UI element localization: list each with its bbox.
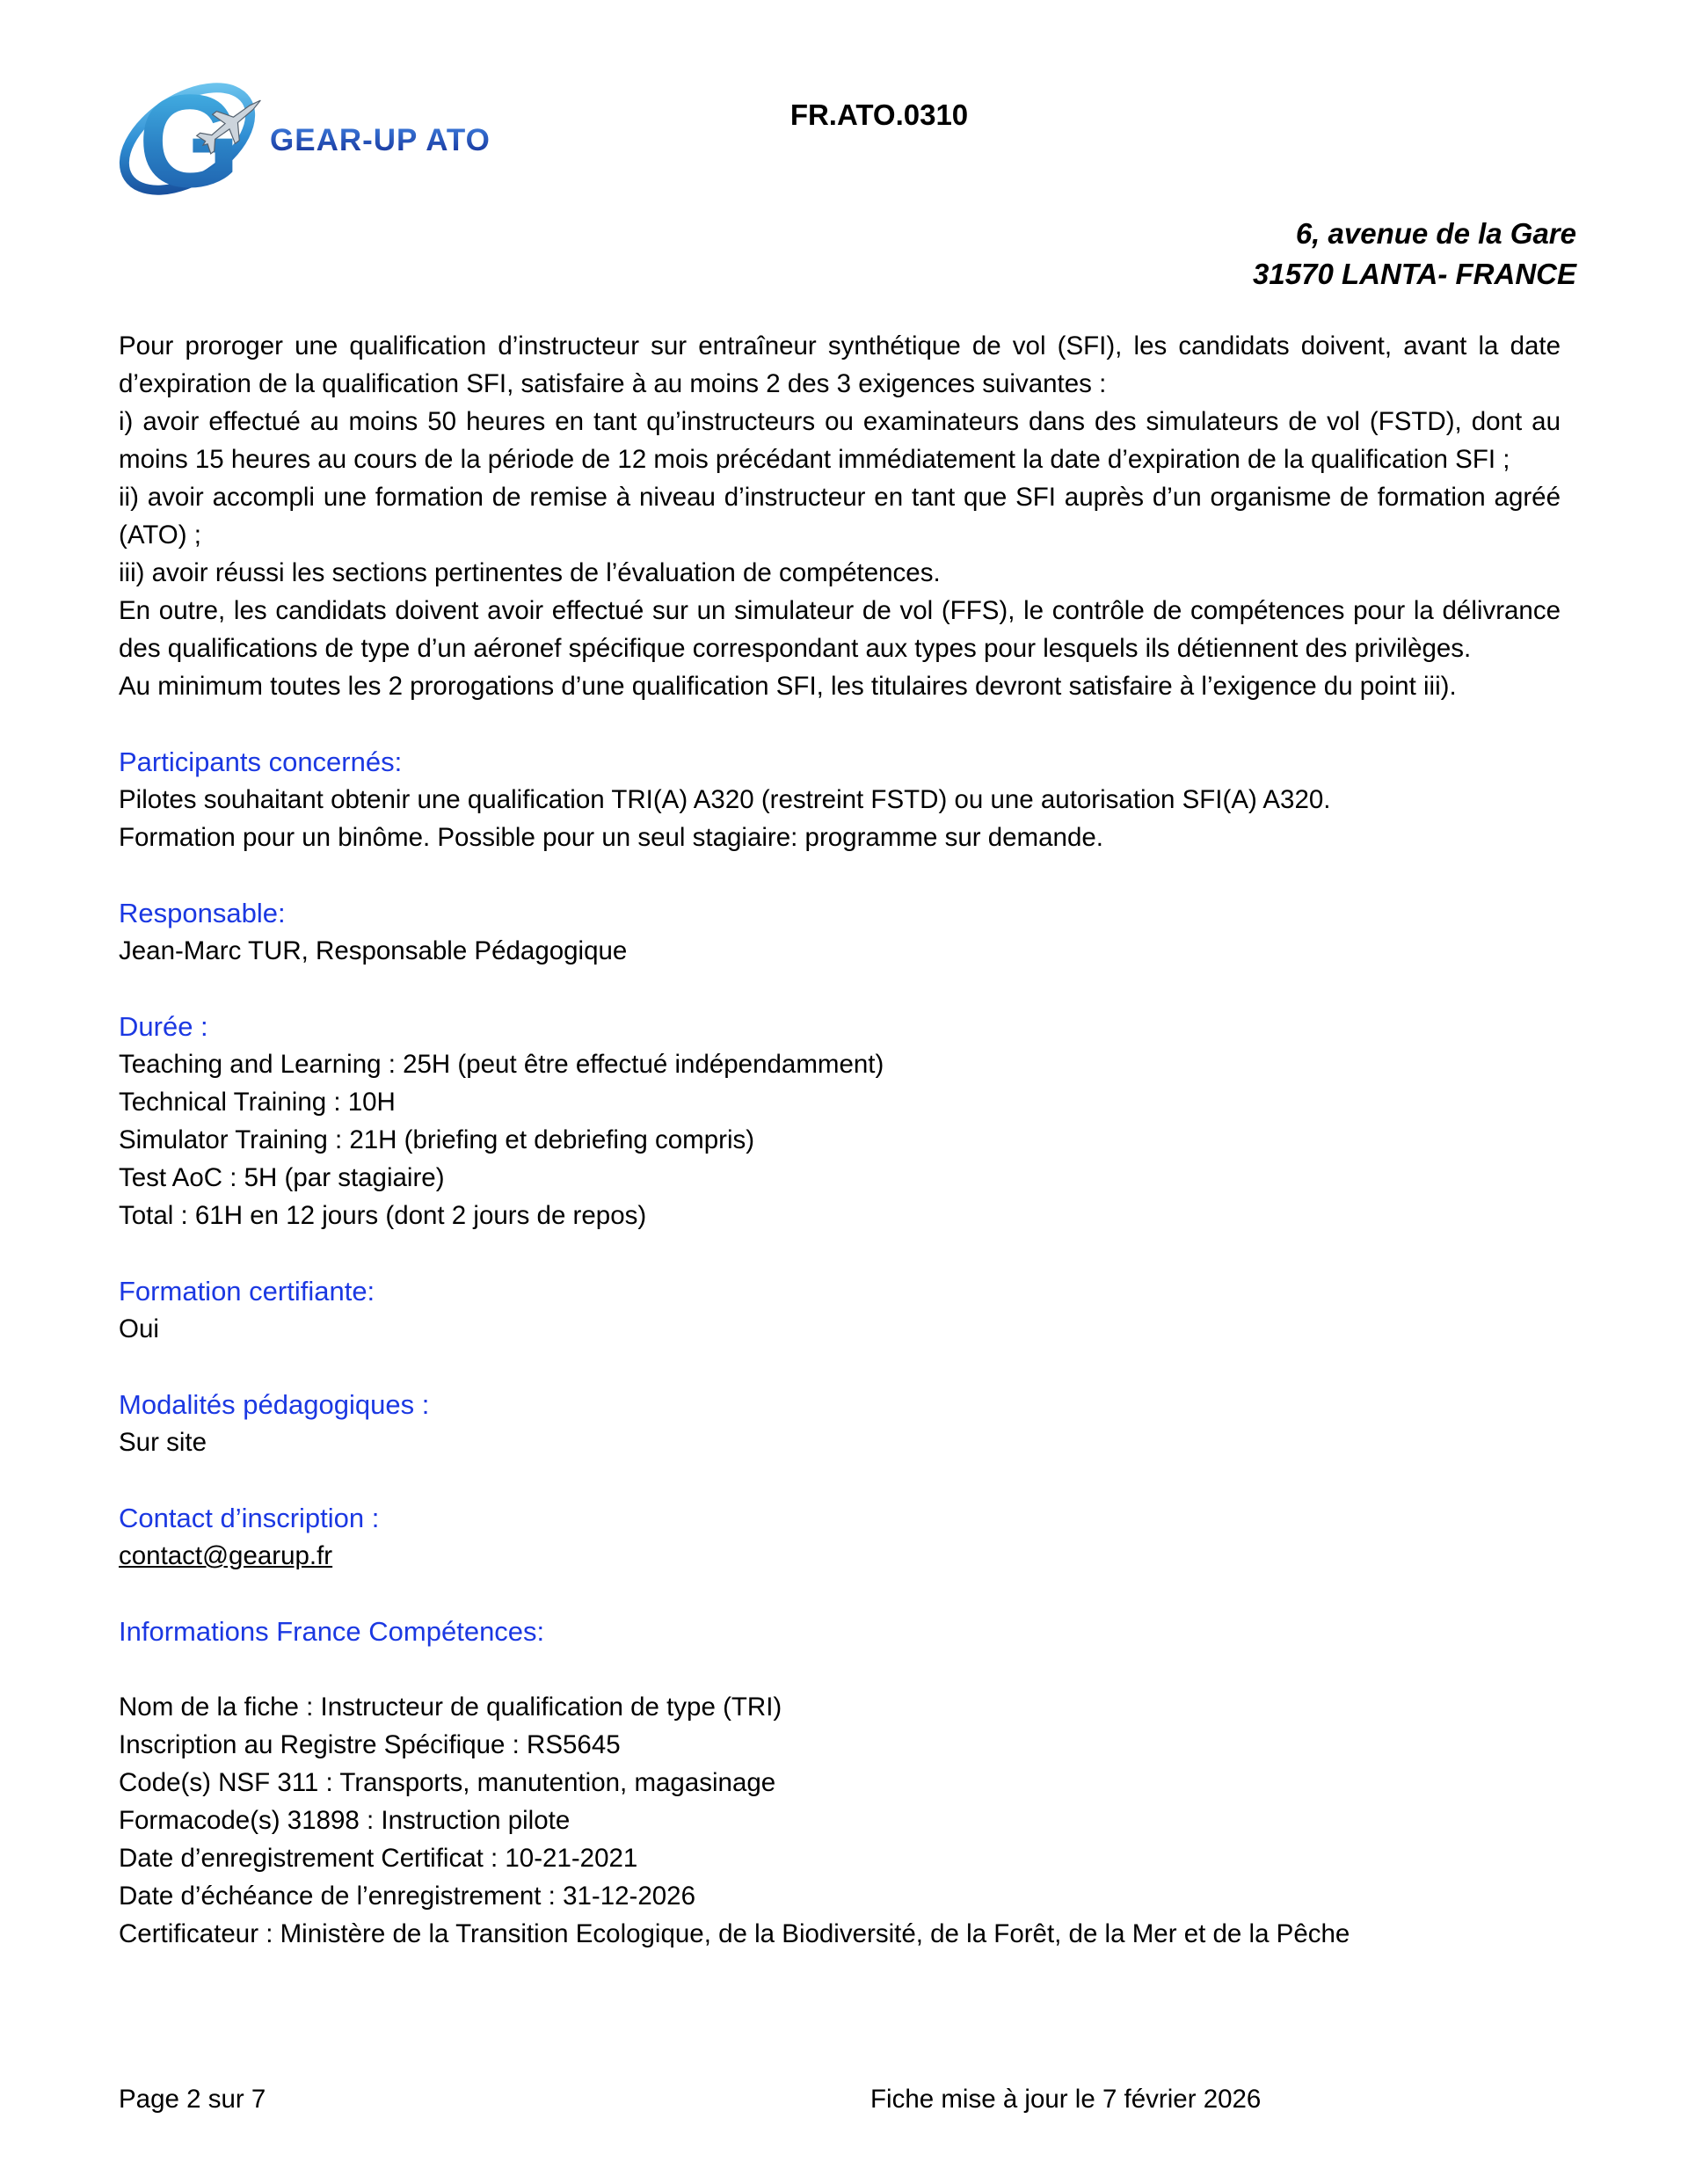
duree-total: Total : 61H en 12 jours (dont 2 jours de repos) [119, 1201, 647, 1230]
address-line-2: 31570 LANTA- FRANCE [1253, 258, 1576, 290]
intro-paragraph-minimum: Au minimum toutes les 2 prorogations d’une qualification SFI, les titulaires devront satisfaire à l’exigence du point iii). [119, 672, 1457, 701]
fiche-date-enregistrement: Date d’enregistrement Certificat : 10-21-2021 [119, 1844, 638, 1873]
duree-simulator-training: Simulator Training : 21H (briefing et debriefing compris) [119, 1125, 755, 1154]
address-line-1: 6, avenue de la Gare [1295, 217, 1576, 250]
participants-line: Formation pour un binôme. Possible pour un seul stagiaire: programme sur demande. [119, 823, 1103, 852]
participants-line: Pilotes souhaitant obtenir une qualification TRI(A) A320 (restreint FSTD) ou une autorisation SFI(A) A320. [119, 785, 1331, 814]
section-heading-modalites: Modalités pédagogiques : [119, 1389, 430, 1420]
duree-teaching-learning: Teaching and Learning : 25H (peut être effectué indépendamment) [119, 1050, 884, 1079]
intro-paragraph: Pour proroger une qualification d’instructeur sur entraîneur synthétique de vol (SFI), les candidats doivent, avant la date d’expiration de la qualification SFI, satisfaire à au moins 2 des 3 exigences suivantes : [119, 331, 1561, 398]
section-heading-contact: Contact d’inscription : [119, 1503, 380, 1533]
duree-test-aoc: Test AoC : 5H (par stagiaire) [119, 1163, 445, 1192]
fiche-formacode: Formacode(s) 31898 : Instruction pilote [119, 1806, 571, 1835]
document-body [119, 327, 1561, 1953]
france-competences-info [119, 1688, 1561, 1953]
company-address [119, 214, 1576, 295]
section-participants [119, 743, 1561, 856]
section-heading-duree: Durée : [119, 1011, 208, 1042]
section-heading-responsable: Responsable: [119, 898, 286, 928]
fiche-registre: Inscription au Registre Spécifique : RS5645 [119, 1730, 621, 1759]
section-heading-participants: Participants concernés: [119, 746, 403, 777]
section-france-competences [119, 1613, 1561, 1953]
section-duree [119, 1008, 1561, 1234]
intro-requirement-iii: iii) avoir réussi les sections pertinentes de l’évaluation de compétences. [119, 558, 941, 587]
contact-email-link[interactable]: contact@gearup.fr [119, 1541, 333, 1570]
logo-g-letter: G [138, 67, 241, 202]
section-contact [119, 1499, 1561, 1575]
section-heading-france-competences: Informations France Compétences: [119, 1616, 545, 1647]
section-modalites [119, 1386, 1561, 1461]
fiche-date-echeance: Date d’échéance de l’enregistrement : 31-12-2026 [119, 1882, 695, 1911]
gearup-logo-mark-icon [119, 62, 273, 202]
gearup-logo [119, 62, 491, 202]
page-number: Page 2 sur 7 [119, 2085, 266, 2114]
responsable-name: Jean-Marc TUR, Responsable Pédagogique [119, 936, 628, 965]
document-reference: FR.ATO.0310 [789, 98, 969, 131]
modalites-value: Sur site [119, 1428, 207, 1457]
section-formation-certifiante [119, 1272, 1561, 1348]
intro-paragraph-ffs: En outre, les candidats doivent avoir effectué sur un simulateur de vol (FFS), le contrôle de compétences pour la délivrance des qualifications de type d’un aéronef spécifique correspondant aux types pour lesquels ils détiennent des privilèges. [119, 596, 1561, 663]
section-responsable [119, 894, 1561, 970]
fiche-nom: Nom de la fiche : Instructeur de qualification de type (TRI) [119, 1693, 782, 1722]
update-date: Fiche mise à jour le 7 février 2026 [870, 2085, 1262, 2114]
gearup-logo-text: GEAR-UP ATO [270, 123, 491, 157]
intro-requirement-ii: ii) avoir accompli une formation de remise à niveau d’instructeur en tant que SFI auprès d’un organisme de formation agréé (ATO) ; [119, 483, 1561, 550]
fiche-certificateur: Certificateur : Ministère de la Transition Ecologique, de la Biodiversité, de la Forêt, de la Mer et de la Pêche [119, 1919, 1350, 1948]
section-heading-formation-certifiante: Formation certifiante: [119, 1276, 375, 1307]
fiche-code-nsf: Code(s) NSF 311 : Transports, manutention, magasinage [119, 1768, 776, 1797]
duree-technical-training: Technical Training : 10H [119, 1088, 396, 1117]
intro-requirement-i: i) avoir effectué au moins 50 heures en tant qu’instructeurs ou examinateurs dans des simulateurs de vol (FSTD), dont au moins 15 heures au cours de la période de 12 mois précédant immédiatement la date d’expiration de la qualification SFI ; [119, 407, 1561, 474]
page-footer [119, 2080, 1613, 2118]
formation-certifiante-value: Oui [119, 1314, 159, 1343]
